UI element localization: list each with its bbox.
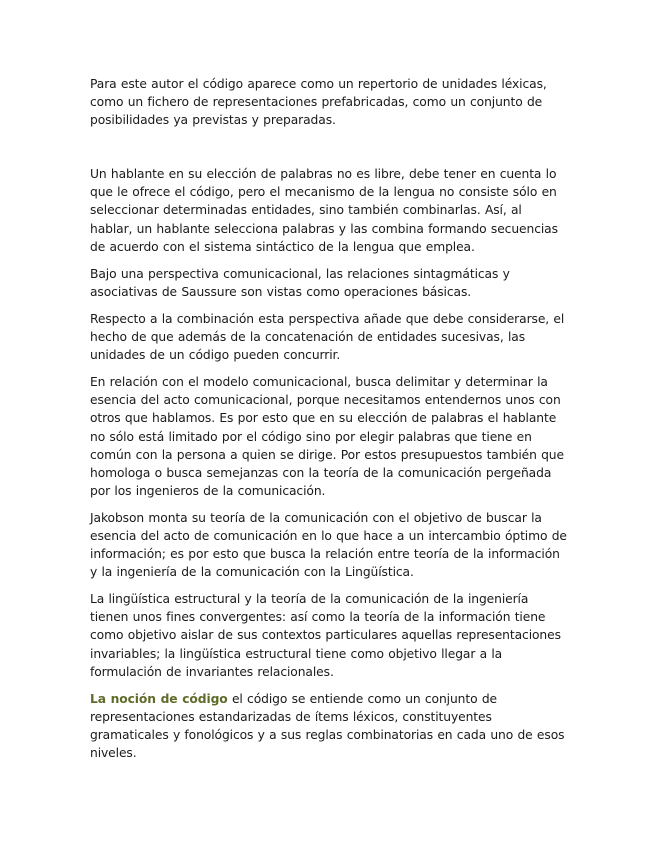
paragraph-hablante-eleccion: Un hablante en su elección de palabras no es libre, debe tener en cuenta lo que le ofrece el código, pero el mecanismo de la lengua no consiste sólo en seleccionar determinadas entidades, sino también combinarlas. Así, al hablar, un hablante selecciona palabras y las combina formando secuencias de acuerdo con el sistema sintáctico de la lengua que emplea. <box>90 167 558 254</box>
paragraph-nocion-codigo-text: el código se entiende como un conjunto de representaciones estandarizadas de ítems léxicos, constituyentes gramaticales y fonológicos y a sus reglas combinatorias en cada uno de esos niveles. <box>90 691 565 760</box>
paragraph-perspectiva-comunicacional: Bajo una perspectiva comunicacional, las relaciones sintagmáticas y asociativas de Saussure son vistas como operaciones básicas. <box>90 266 510 299</box>
section-heading-nocion-codigo: La noción de código <box>90 691 228 706</box>
paragraph-jakobson: Jakobson monta su teoría de la comunicación con el objetivo de buscar la esencia del acto de comunicación en lo que hace a un intercambio óptimo de información; es por esto que busca la relación entre teoría de la información y la ingeniería de la comunicación con la Lingüística. <box>90 510 567 580</box>
paragraph-codigo-repertorio: Para este autor el código aparece como un repertorio de unidades léxicas, como un fichero de representaciones prefabricadas, como un conjunto de posibilidades ya previstas y preparadas. <box>90 77 547 128</box>
paragraph-linguistica-estructural: La lingüística estructural y la teoría de la comunicación de la ingeniería tienen unos fines convergentes: así como la teoría de la información tiene como objetivo aislar de sus contextos particulares aquellas representaciones invariables; la lingüística estructural tiene como objetivo llegar a la formulación de invariantes relacionales. <box>90 592 561 679</box>
paragraph-nocion-codigo <box>90 690 568 762</box>
paragraph-combinacion: Respecto a la combinación esta perspectiva añade que debe considerarse, el hecho de que además de la concatenación de entidades sucesivas, las unidades de un código pueden concurrir. <box>90 311 565 363</box>
paragraph-modelo-comunicacional: En relación con el modelo comunicacional, busca delimitar y determinar la esencia del acto comunicacional, porque necesitamos entendernos unos con otros que hablamos. Es por esto que en su elección de palabras el hablante no sólo está limitado por el código sino por elegir palabras que tiene en común con la persona a quien se dirige. Por estos presupuestos también que homologa o busca semejanzas con la teoría de la comunicación pergeñada por los ingenieros de la comunicación. <box>90 375 564 498</box>
document-page <box>90 75 568 771</box>
